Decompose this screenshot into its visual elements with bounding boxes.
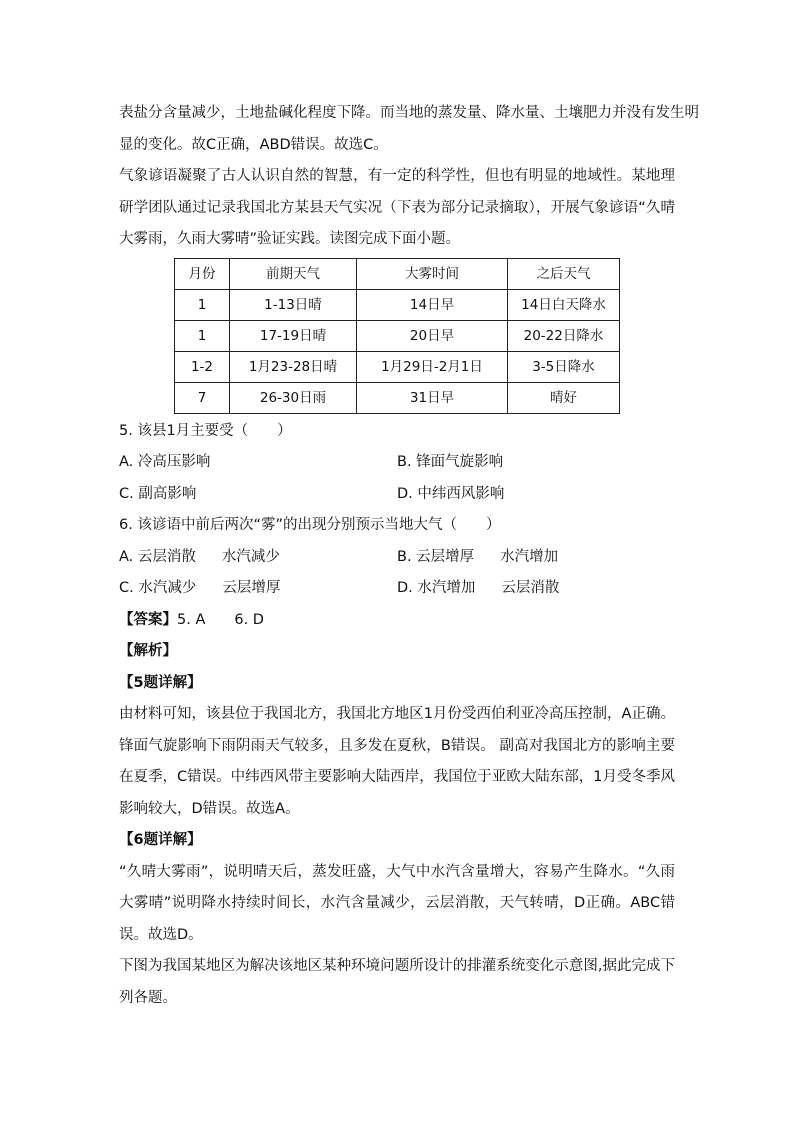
option-6c bbox=[119, 573, 397, 605]
table-cell: 17-19日晴 bbox=[230, 320, 357, 351]
question-5-options-row-2 bbox=[119, 479, 675, 511]
table-cell: 1月29日-2月1日 bbox=[357, 351, 508, 382]
table-header-cell: 前期天气 bbox=[230, 258, 357, 289]
table-cell: 1-13日晴 bbox=[230, 289, 357, 320]
table-cell: 1月23-28日晴 bbox=[230, 351, 357, 382]
detail-6-label: 【6题详解】 bbox=[119, 832, 202, 848]
table-header-cell: 月份 bbox=[175, 258, 230, 289]
option-5c: C. 副高影响 bbox=[119, 485, 197, 502]
table-cell: 31日早 bbox=[357, 382, 508, 413]
question-6-stem: 6. 该谚语中前后两次“雾”的出现分别预示当地大气（ ） bbox=[119, 517, 501, 533]
detail-5-text: 由材料可知，该县位于我国北方，我国北方地区1月份受西伯利亚冷高压控制，A正确。锋面气旋影响下雨阴雨天气较多，且多发在夏秋，B错误。 副高对我国北方的影响主要在夏季，C错误。中纬西风带主要影响大陆西岸，我国位于亚欧大陆东部，1月受冬季风影响较大，D错误。故选A。 bbox=[119, 706, 675, 817]
table-cell: 晴好 bbox=[508, 382, 620, 413]
table-cell: 7 bbox=[175, 382, 230, 413]
option-6b-part2: 水汽增加 bbox=[500, 548, 559, 565]
table-cell: 1 bbox=[175, 320, 230, 351]
weather-record-table bbox=[174, 258, 620, 414]
content-area bbox=[119, 98, 699, 1014]
table-row bbox=[175, 382, 620, 413]
option-6c-part1: C. 水汽减少 bbox=[119, 580, 197, 596]
passage-text: 气象谚语凝聚了古人认识自然的智慧，有一定的科学性，但也有明显的地域性。某地理研学团队通过记录我国北方某县天气实况（下表为部分记录摘取），开展气象谚语“久晴大雾雨，久雨大雾晴”验证实践。读图完成下面小题。 bbox=[119, 168, 675, 247]
option-6b-part1: B. 云层增厚 bbox=[397, 548, 475, 565]
analysis-label: 【解析】 bbox=[119, 643, 177, 659]
option-6b bbox=[397, 542, 675, 574]
detail-5-label: 【5题详解】 bbox=[119, 674, 202, 691]
option-6a-part2: 水汽减少 bbox=[221, 548, 280, 565]
question-6-options-row-2 bbox=[119, 573, 675, 605]
question-5-options-row-1 bbox=[119, 447, 675, 479]
answer-label: 【答案】 bbox=[119, 611, 177, 628]
next-passage-text: 下图为我国某地区为解决该地区某种环境问题所设计的排灌系统变化示意图,据此完成下列各题。 bbox=[119, 958, 675, 1006]
table-header-cell: 之后天气 bbox=[508, 258, 620, 289]
option-6c-part2: 云层增厚 bbox=[222, 580, 281, 596]
answer-text: 5. A 6. D bbox=[177, 611, 264, 628]
option-5d: D. 中纬西风影响 bbox=[397, 485, 505, 502]
option-5b: B. 锋面气旋影响 bbox=[397, 454, 504, 470]
table-cell: 3-5日降水 bbox=[508, 351, 620, 382]
table-row bbox=[175, 351, 620, 382]
table-cell: 14日白天降水 bbox=[508, 289, 620, 320]
table-header-cell: 大雾时间 bbox=[357, 258, 508, 289]
detail-6-text: “久晴大雾雨”，说明晴天后，蒸发旺盛，大气中水汽含量增大，容易产生降水。“久雨大雾晴”说明降水持续时间长，水汽含量减少，云层消散，天气转晴，D正确。ABC错误。故选D。 bbox=[119, 863, 675, 943]
table-row bbox=[175, 289, 620, 320]
question-5-stem: 5. 该县1月主要受（ ） bbox=[119, 422, 292, 439]
answer-line bbox=[119, 605, 675, 637]
table-cell: 26-30日雨 bbox=[230, 382, 357, 413]
option-6d-part1: D. 水汽增加 bbox=[397, 580, 476, 596]
table-cell: 20日早 bbox=[357, 320, 508, 351]
option-6d bbox=[397, 573, 675, 605]
table-cell: 1 bbox=[175, 289, 230, 320]
option-5a: A. 冷高压影响 bbox=[119, 454, 211, 470]
option-6a-part1: A. 云层消散 bbox=[119, 548, 196, 565]
intro-line-1: 表盐分含量减少，土地盐碱化程度下降。而当地的蒸发量、降水量、土壤肥力并没有发生明 bbox=[119, 105, 699, 121]
table-cell: 1-2 bbox=[175, 351, 230, 382]
table-cell: 20-22日降水 bbox=[508, 320, 620, 351]
table-row bbox=[175, 320, 620, 351]
table-header-row bbox=[175, 258, 620, 289]
option-6a bbox=[119, 542, 397, 574]
table-cell: 14日早 bbox=[357, 289, 508, 320]
option-6d-part2: 云层消散 bbox=[501, 580, 560, 596]
question-6-options-row-1 bbox=[119, 542, 675, 574]
intro-line-2: 显的变化。故C正确，ABD错误。故选C。 bbox=[119, 136, 388, 153]
